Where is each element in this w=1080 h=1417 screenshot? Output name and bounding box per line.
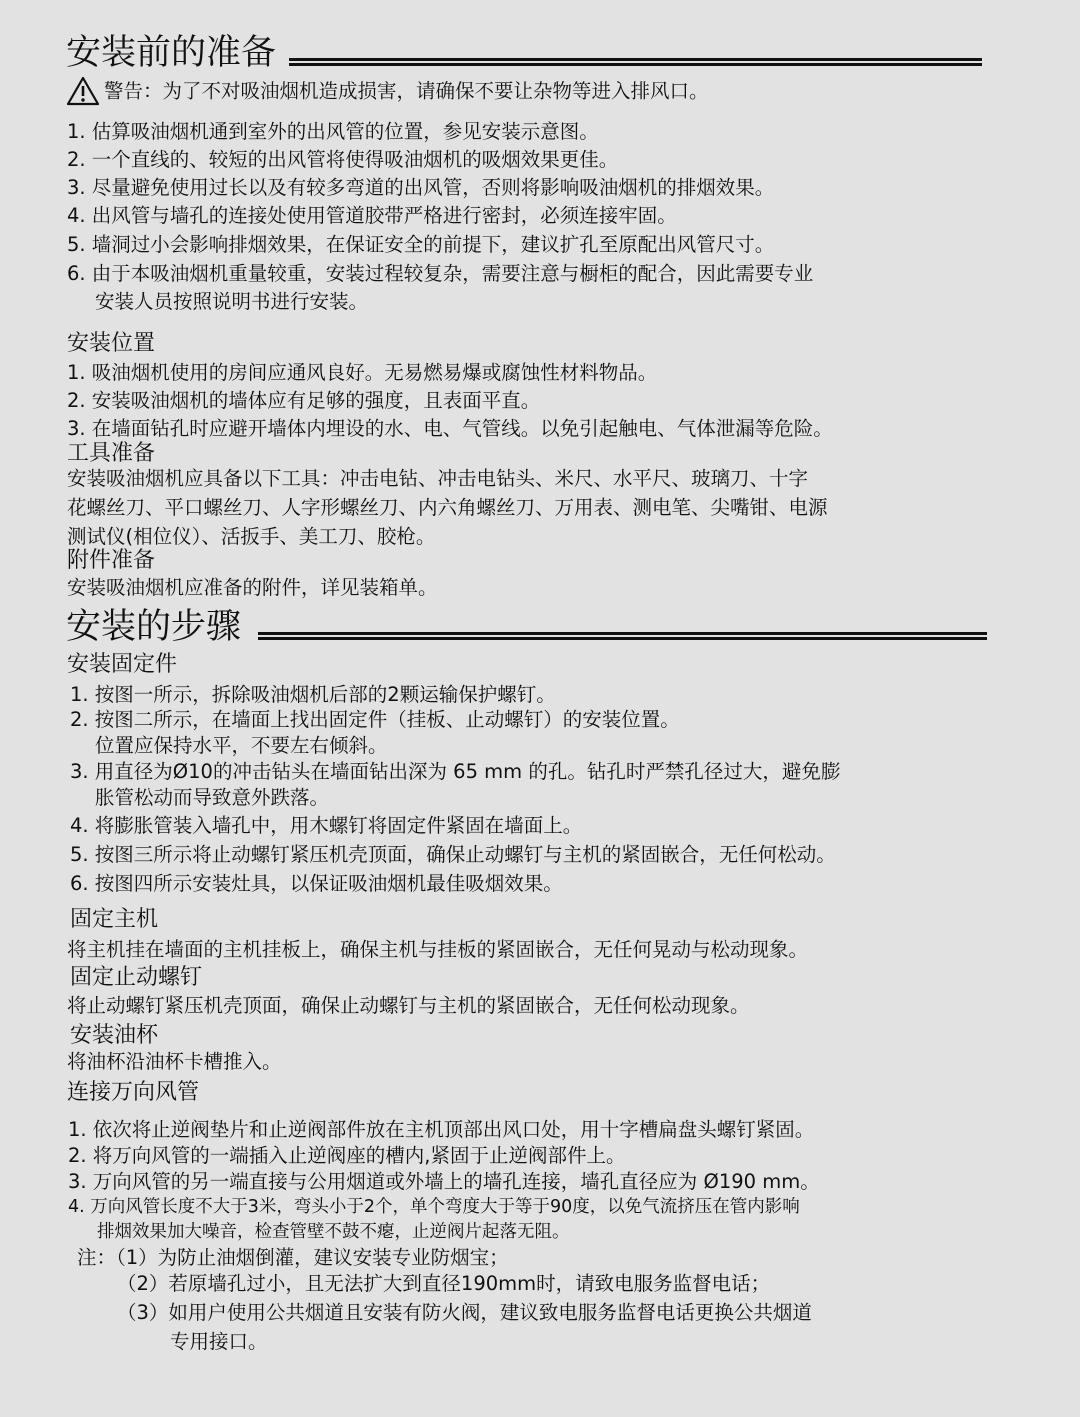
list-item-continuation: 位置应保持水平，不要左右倾斜。 (95, 734, 388, 757)
list-item: 3. 在墙面钻孔时应避开墙体内埋设的水、电、气管线。以免引起触电、气体泄漏等危险。 (67, 417, 833, 440)
paragraph-line: 安装吸油烟机应具备以下工具：冲击电钻、冲击电钻头、米尺、水平尺、玻璃刀、十字 (67, 467, 809, 490)
list-item: 3. 用直径为Ø10的冲击钻头在墙面钻出深为 65 mm 的孔。钻孔时严禁孔径过大，避免膨 (70, 760, 841, 783)
note-line: （2）若原墙孔过小，且无法扩大到直径190mm时，请致电服务监督电话； (117, 1272, 771, 1295)
paragraph-line: 安装吸油烟机应准备的附件，详见装箱单。 (67, 576, 438, 599)
subsection-title-location: 安装位置 (67, 331, 156, 356)
list-item: 2. 一个直线的、较短的出风管将使得吸油烟机的吸烟效果更佳。 (67, 148, 619, 171)
list-item-continuation: 胀管松动而导致意外跌落。 (95, 786, 330, 809)
list-item: 1. 依次将止逆阀垫片和止逆阀部件放在主机顶部出风口处，用十字槽扁盘头螺钉紧固。 (68, 1118, 815, 1141)
section-title-steps: 安装的步骤 (66, 607, 242, 647)
subsection-title-stop-screw: 固定止动螺钉 (70, 965, 203, 990)
note-line: 专用接口。 (170, 1330, 268, 1353)
subsection-title-main-unit: 固定主机 (70, 907, 159, 932)
subsection-title-duct: 连接万向风管 (67, 1080, 200, 1105)
subsection-title-accessories: 附件准备 (67, 548, 156, 573)
list-item: 3. 尽量避免使用过长以及有较多弯道的出风管，否则将影响吸油烟机的排烟效果。 (67, 176, 775, 199)
subsection-title-fixing: 安装固定件 (67, 652, 178, 677)
list-item: 3. 万向风管的另一端直接与公用烟道或外墙上的墙孔连接，墙孔直径应为 Ø190 mm。 (68, 1170, 820, 1193)
list-item: 2. 安装吸油烟机的墙体应有足够的强度，且表面平直。 (67, 389, 541, 412)
list-item: 6. 由于本吸油烟机重量较重，安装过程较复杂，需要注意与橱柜的配合，因此需要专业 (67, 262, 814, 285)
note-line: 注：（1）为防止油烟倒灌，建议安装专业防烟宝； (77, 1246, 509, 1269)
paragraph-line: 将止动螺钉紧压机壳顶面，确保止动螺钉与主机的紧固嵌合，无任何松动现象。 (67, 994, 750, 1017)
list-item: 1. 按图一所示，拆除吸油烟机后部的2颗运输保护螺钉。 (70, 683, 556, 706)
list-item: 6. 按图四所示安装灶具，以保证吸油烟机最佳吸烟效果。 (70, 872, 563, 895)
warning-text: 警告：为了不对吸油烟机造成损害，请确保不要让杂物等进入排风口。 (104, 79, 709, 103)
list-item: 4. 出风管与墙孔的连接处使用管道胶带严格进行密封，必须连接牢固。 (67, 204, 677, 227)
list-item: 1. 吸油烟机使用的房间应通风良好。无易燃易爆或腐蚀性材料物品。 (67, 361, 658, 384)
warning-line (66, 76, 709, 106)
list-item: 2. 将万向风管的一端插入止逆阀座的槽内,紧固于止逆阀部件上。 (68, 1144, 626, 1167)
list-item-continuation: 安装人员按照说明书进行安装。 (95, 290, 369, 313)
note-line: （3）如用户使用公共烟道且安装有防火阀，建议致电服务监督电话更换公共烟道 (117, 1301, 812, 1324)
title-rule (289, 58, 982, 66)
list-item: 4. 将膨胀管装入墙孔中，用木螺钉将固定件紧固在墙面上。 (70, 814, 583, 837)
list-item: 5. 按图三所示将止动螺钉紧压机壳顶面，确保止动螺钉与主机的紧固嵌合，无任何松动。 (70, 843, 836, 866)
title-rule (258, 632, 987, 640)
list-item: 1. 估算吸油烟机通到室外的出风管的位置，参见安装示意图。 (67, 120, 599, 143)
warning-triangle-icon (66, 76, 100, 106)
section-title-prep: 安装前的准备 (66, 33, 277, 73)
subsection-title-tools: 工具准备 (67, 441, 156, 466)
subsection-title-oil-cup: 安装油杯 (70, 1023, 159, 1048)
paragraph-line: 将主机挂在墙面的主机挂板上，确保主机与挂板的紧固嵌合，无任何晃动与松动现象。 (67, 938, 809, 961)
list-item-continuation: 排烟效果加大噪音，检查管壁不鼓不瘪，止逆阀片起落无阻。 (97, 1222, 570, 1242)
list-item: 2. 按图二所示，在墙面上找出固定件（挂板、止动螺钉）的安装位置。 (70, 708, 680, 731)
paragraph-line: 测试仪(相位仪）、活扳手、美工刀、胶枪。 (67, 525, 436, 548)
list-item: 5. 墙洞过小会影响排烟效果，在保证安全的前提下，建议扩孔至原配出风管尺寸。 (67, 233, 775, 256)
paragraph-line: 花螺丝刀、平口螺丝刀、人字形螺丝刀、内六角螺丝刀、万用表、测电笔、尖嘴钳、电源 (67, 496, 828, 519)
list-item: 4. 万向风管长度不大于3米，弯头小于2个，单个弯度大于等于90度，以免气流挤压在管内影响 (68, 1197, 800, 1217)
paragraph-line: 将油杯沿油杯卡槽推入。 (67, 1050, 282, 1073)
